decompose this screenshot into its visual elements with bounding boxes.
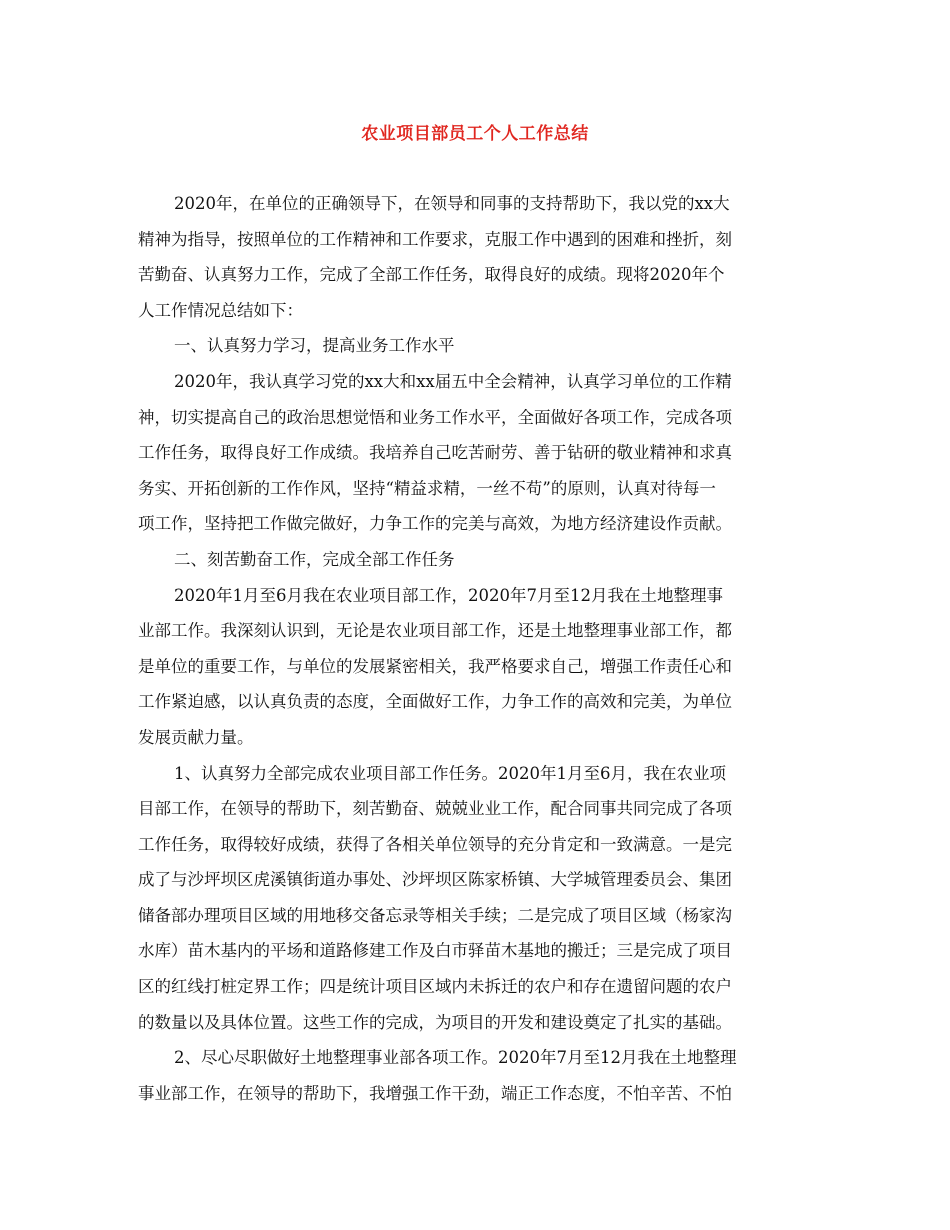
body-line: 1、认真努力全部完成农业项目部工作任务。2020年1月至6月，我在农业项	[174, 763, 726, 783]
document-title: 农业项目部员工个人工作总结	[361, 124, 589, 144]
body-line: 目部工作，在领导的帮助下，刻苦勤奋、兢兢业业工作，配合同事共同完成了各项	[138, 799, 732, 819]
body-line: 水库）苗木基内的平场和道路修建工作及白市驿苗木基地的搬迁；三是完成了项目	[138, 941, 732, 961]
body-line: 发展贡献力量。	[138, 727, 254, 747]
body-line: 二、刻苦勤奋工作，完成全部工作任务	[174, 549, 455, 569]
body-line: 工作紧迫感，以认真负责的态度，全面做好工作，力争工作的高效和完美，为单位	[138, 692, 732, 712]
body-line: 2020年，在单位的正确领导下，在领导和同事的支持帮助下，我以党的xx大	[174, 194, 730, 213]
body-line: 苦勤奋、认真努力工作，完成了全部工作任务，取得良好的成绩。现将2020年个	[138, 265, 725, 285]
body-line: 的数量以及具体位置。这些工作的完成，为项目的开发和建设奠定了扎实的基础。	[138, 1012, 732, 1032]
body-line: 神，切实提高自己的政治思想觉悟和业务工作水平，全面做好各项工作，完成各项	[138, 407, 732, 427]
body-line: 业部工作。我深刻认识到，无论是农业项目部工作，还是土地整理事业部工作，都	[138, 621, 732, 641]
body-line: 事业部工作，在领导的帮助下，我增强工作干劲，端正工作态度，不怕辛苦、不怕	[138, 1083, 732, 1103]
body-line: 项工作，坚持把工作做完做好，力争工作的完美与高效，为地方经济建设作贡献。	[138, 514, 732, 534]
body-line: 务实、开拓创新的工作作风，坚持“精益求精，一丝不苟”的原则，认真对待每一	[138, 478, 716, 498]
body-line: 成了与沙坪坝区虎溪镇街道办事处、沙坪坝区陈家桥镇、大学城管理委员会、集团	[138, 870, 732, 890]
body-line: 精神为指导，按照单位的工作精神和工作要求，克服工作中遇到的困难和挫折，刻	[138, 229, 732, 249]
body-line: 工作任务，取得良好工作成绩。我培养自己吃苦耐劳、善于钻研的敬业精神和求真	[138, 443, 732, 463]
body-line: 2020年，我认真学习党的xx大和xx届五中全会精神，认真学习单位的工作精	[174, 371, 732, 391]
body-line: 人工作情况总结如下：	[138, 300, 303, 320]
document-body	[138, 186, 818, 1111]
body-line: 工作任务，取得较好成绩，获得了各相关单位领导的充分肯定和一致满意。一是完	[138, 834, 732, 854]
body-line: 2020年1月至6月我在农业项目部工作，2020年7月至12月我在土地整理事	[174, 585, 723, 605]
body-line: 一、认真努力学习，提高业务工作水平	[174, 336, 455, 356]
body-line: 储备部办理项目区域的用地移交备忘录等相关手续；二是完成了项目区域（杨家沟	[138, 905, 732, 925]
body-line: 是单位的重要工作，与单位的发展紧密相关，我严格要求自己，增强工作责任心和	[138, 656, 732, 676]
body-line: 区的红线打桩定界工作；四是统计项目区域内未拆迁的农户和存在遗留问题的农户	[138, 977, 732, 997]
body-line: 2、尽心尽职做好土地整理事业部各项工作。2020年7月至12月我在土地整理	[174, 1048, 737, 1068]
